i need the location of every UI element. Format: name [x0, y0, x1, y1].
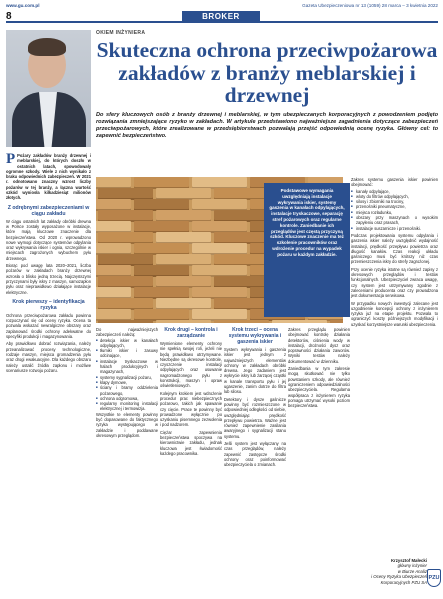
- page-number: 8: [6, 11, 12, 22]
- column-1: [96, 327, 158, 438]
- column-2: [160, 327, 222, 456]
- col2-paragraph-1: Wymienione elementy ochrony nie spełnią swojej roli, jeżeli nie będą prawidłowo utrzymywane. Niezbędne są okresowe kontrole, czyszczenie instalacji odpylających oraz usuwanie nagromadzonego pyłu z konstrukcji, maszyn i opraw oświetleniowych.: [160, 341, 222, 389]
- left-paragraph-3: Ochrona przeciwpożarowa zakładu powinna rozpoczynać się od oceny ryzyka. Ocena ta pozwala wskazać newralgiczne obszary oraz zaplanować środki ochrony adekwatne do specyfiki produkcji i magazynowania.: [6, 312, 91, 340]
- list-item: ■ instalacje tryskaczowe w halach produkcyjnych i magazynach,: [96, 359, 158, 375]
- list-item: ■ silosy i zbiorniki na trociny,: [351, 199, 438, 204]
- author-dept: w Biurze Analiz: [397, 568, 427, 574]
- left-paragraph-4: Aby prawidłowo dobrać rozwiązania, należy przeanalizować procesy technologiczne, rodzaje maszyn, miejsca gromadzenia pyłu oraz drogi ewakuacyjne. Dla każdego obszaru należy ustalić źródła zapłonu i możliwe scenariusze rozwoju pożaru.: [6, 341, 91, 373]
- left-intro-paragraph: [6, 153, 91, 201]
- column-4: [288, 327, 350, 408]
- list-item: ■ obszary przy maszynach o wysokim zapyleniu oraz prasach,: [351, 215, 438, 226]
- list-item: ■ kanały odpylające,: [351, 189, 438, 194]
- col3-paragraph-1: System wykrywania i gaszenia iskier jest jednym z najważniejszych elementów ochrony w zakładach obróbki drewna. Jego zadaniem jest wykrycie iskry lub żarzącej cząstki w kanale transportu pyłu i jej ugaszenie, zanim dotrze do filtra lub silosu.: [224, 347, 286, 395]
- list-item: ■ miejsca rozładunku,: [351, 210, 438, 215]
- list-item: ■ ochrona odgromowa,: [96, 396, 158, 401]
- lumber-plank: [272, 320, 327, 323]
- col2-paragraph-3: Ciężar zapewnienia bezpieczeństwa spoczywa na kierownictwie zakładu, jednak kluczowa jest świadomość każdego pracownika.: [160, 429, 222, 456]
- top-line: [6, 2, 438, 10]
- pzu-logo: PZU: [427, 569, 441, 587]
- col1-intro: Do najważniejszych zabezpieczeń należą:: [96, 327, 158, 338]
- col3-heading: Krok trzeci – ocena systemu wykrywania i gaszenia iskier: [228, 327, 282, 345]
- article-lead: Do sfery kluczowych osób z branży drzewnej i meblarskiej, w tym ubezpieczanych korporacyjnych z powodzeniem podjęto rozwiązania zmniejszające ryzyko w zakładach. W artykule przedstawiono najważniejsze zagadnienia dotyczące zabezpieczeń przeciwpożarowych, które zrealizowane w przedsiębiorstwach pozwalają przejść odpowiednią ocenę ryzyka. Główny cel: to zapewnić bezpieczeństwo.: [96, 111, 438, 139]
- col2-paragraph-2: Kolejnym krokiem jest wdrożenie procedur prac niebezpiecznych pożarowo, takich jak spawanie czy cięcie. Prace te powinny być prowadzone wyłącznie po uzyskaniu pisemnego zezwolenia i pod nadzorem.: [160, 390, 222, 428]
- left-paragraph-2: Biorąc pod uwagę lata 2020–2021, liczba pożarów w zakładach branży drzewnej wzrosła o blisko jedną trzecią. Najczęstszymi przyczynami były iskry z maszyn, samozapłon pyłu oraz nieprawidłowo działające instalacje elektryczne.: [6, 263, 91, 295]
- drop-cap: P: [6, 151, 16, 167]
- right-intro: Zakres systemu gaszenia iskier powinien obejmować:: [351, 177, 438, 188]
- rubric: OKIEM INŻYNIERA: [96, 30, 146, 36]
- col1-paragraph: Wszystkie te elementy powinny być dopasowane do faktycznego ryzyka występującego w zakładzie i poddawane okresowym przeglądom.: [96, 411, 158, 438]
- list-item: ■ detekcja iskier w kanałach odpylających,: [96, 338, 158, 349]
- highlight-text: Podstawowe wymagania uwzględniają instalacje wykrywania iskier, systemy gaszenia w kanałach odpylających, instalacje tryskaczowe, separację stref pożarowych oraz regularne kontrole. Zaniedbanie ich przeglądów jest częstą przyczyną szkód. Kluczowe znaczenie ma też szkolenie pracowników oraz wdrożenie procedur na wypadek pożaru w każdym zakładzie.: [269, 188, 345, 257]
- col4-paragraph-2: Zaniedbania w tym zakresie mogą skutkować nie tylko powstaniem szkody, ale również ograniczeniem odpowiedzialności ubezpieczyciela. Regularna współpraca z inżynierem ryzyka pomaga utrzymać wysoki poziom bezpieczeństwa.: [288, 366, 350, 409]
- author-name: Krzysztof Małecki: [390, 558, 427, 563]
- section-label: BROKER: [182, 11, 260, 22]
- list-item: ■ przenośniki pneumatyczne,: [351, 204, 438, 209]
- right-column: [351, 177, 438, 327]
- highlight-box: [264, 183, 350, 317]
- list-item: ■ instalacje suszarnicze i przenośniki.: [351, 226, 438, 231]
- lumber-plank: [98, 320, 153, 323]
- col1-list: [96, 338, 158, 412]
- author-role: główny inżynier: [397, 563, 427, 569]
- article-title: Skuteczna ochrona przeciwpożarowa zakładów z branży meblarskiej i drzewnej: [96, 38, 438, 107]
- lumber-plank: [156, 320, 211, 323]
- col3-paragraph-3: Jeśli system jest wyłączany na czas przeglądów, należy zapewnić zastępcze środki ochrony oraz poinformować ubezpieczyciela o zmianach.: [224, 441, 286, 468]
- author-signature: [351, 558, 427, 585]
- left-column: [6, 30, 91, 373]
- author-photo: [6, 30, 91, 147]
- headline-area: [96, 30, 438, 140]
- col2-heading: Krok drugi – kontrola i zarządzanie: [164, 327, 218, 339]
- list-item: ■ tłumiki iskier i zasuwy odcinające,: [96, 348, 158, 359]
- site-url[interactable]: www.gu.com.pl: [6, 3, 40, 8]
- right-list: [351, 189, 438, 231]
- issue-info: Gazeta Ubezpieczeniowa nr 13 (1059) 28 marca – 3 kwietnia 2022: [302, 3, 438, 8]
- lumber-plank: [214, 320, 269, 323]
- right-paragraph-3: W przypadku nowych inwestycji zalecane jest uzgodnienie koncepcji ochrony z inżynierem ryzyka już na etapie projektu. Pozwala to ograniczyć koszty późniejszych modyfikacji i uzyskać korzystniejsze warunki ubezpieczenia.: [351, 300, 438, 327]
- left-subheading-2: Krok pierwszy – identyfikacja ryzyka: [12, 298, 85, 311]
- column-3: [224, 327, 286, 468]
- author-org: i Oceny Ryzyka Ubezpieczeń Korporacyjnych PZU SA: [371, 574, 427, 585]
- list-item: ■ klapy dymowe,: [96, 380, 158, 385]
- list-item: ■ regularny monitoring instalacji elektrycznej i termowizja.: [96, 401, 158, 412]
- list-item: ■ wloty do filtrów odpylających,: [351, 194, 438, 199]
- right-paragraph-2: Przy ocenie ryzyka istotne są również zapisy z okresowych przeglądów i testów funkcjonalnych. Ubezpieczyciel zwraca uwagę, czy system jest utrzymywany zgodnie z zaleceniami producenta oraz czy prowadzona jest dokumentacja serwisowa.: [351, 266, 438, 299]
- left-intro-text: Pożary zakładów branży drzewnej i meblarskiej, do których doszło w ostatnich latach, spowodowały ogromne szkody. Wiele z nich wynikało z braku odpowiednich zabezpieczeń. W 2021 r. odnotowano znaczny wzrost liczby pożarów w tej branży, a łączna wartość szkód wyniosła kilkadziesiąt milionów złotych.: [6, 153, 91, 201]
- section-header: [6, 11, 438, 23]
- left-subheading-1: Z odrębnymi zabezpieczeniami w ciągu zakładu: [7, 204, 90, 217]
- lumber-plank: [330, 320, 343, 323]
- col4-paragraph-1: Zakres przeglądu powinien obejmować kontrolę działania detektorów, ciśnienia wody w instalacji, drożności dysz oraz poprawności działania zaworów. Wyniki testów należy dokumentować w dzienniku.: [288, 327, 350, 364]
- col3-paragraph-2: Detektory i dysze gaśnicze powinny być rozmieszczone w odpowiedniej odległości od siebie, uwzględniając prędkość przepływu powietrza. Ważne jest również zapewnienie zasilania awaryjnego i sygnalizacji stanu systemu.: [224, 396, 286, 439]
- right-paragraph-1: Podczas projektowania systemu odpylania i gaszenia iskier należy uwzględnić wydajność instalacji, prędkość przepływu powietrza oraz długość kanałów. Czas reakcji układu gaśniczego musi być krótszy niż czas przemieszczenia iskry do strefy zagrożonej.: [351, 232, 438, 265]
- list-item: ■ systemy sygnalizacji pożaru,: [96, 375, 158, 380]
- left-paragraph-1: W ciągu ostatnich lat zakłady obróbki drewna w Polsce zostały wyposażone w instalacje, które mają kluczowe znaczenie dla bezpieczeństwa. Od 2020 r. wprowadzono nowe wymogi dotyczące systemów odpylania oraz wykrywania iskier i ognia, szczególnie w miejscach zagrożonych wybuchem pyłu drzewnego.: [6, 218, 91, 261]
- author-photo-hair: [28, 38, 66, 56]
- list-item: ■ ściany i bramy oddzielenia pożarowego,: [96, 385, 158, 396]
